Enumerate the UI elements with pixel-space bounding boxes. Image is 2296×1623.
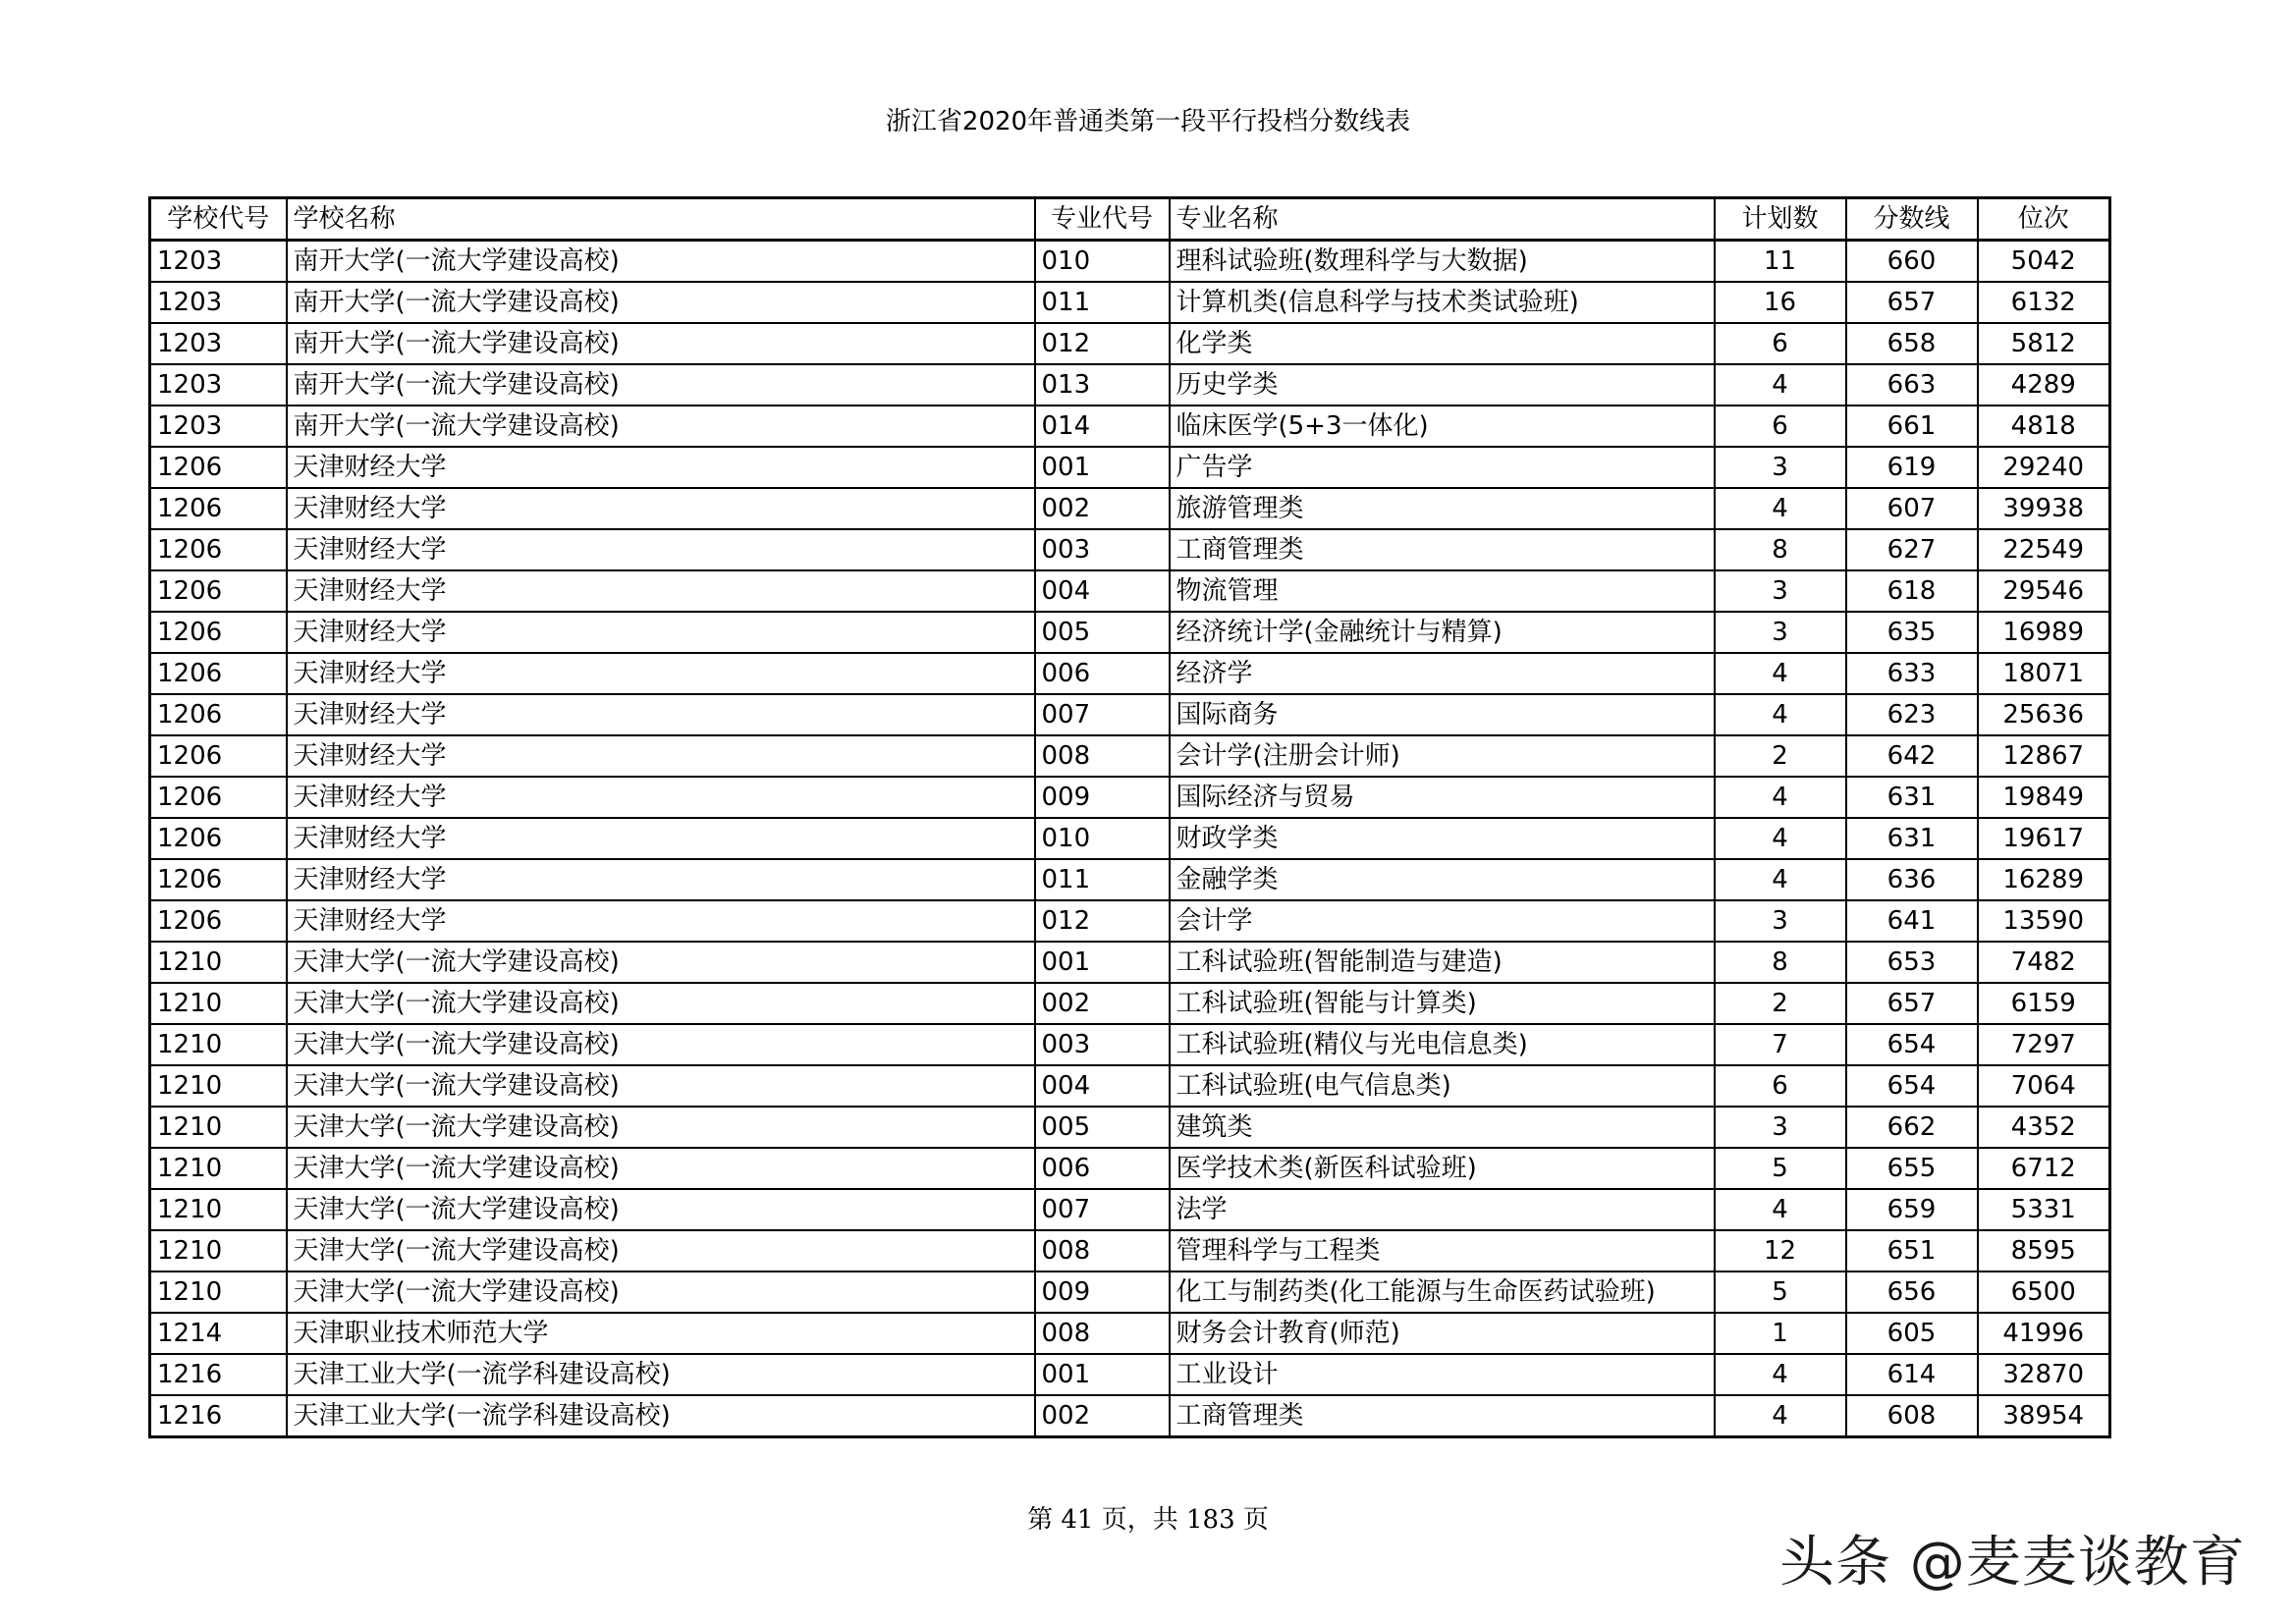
major-name-cell: 广告学 [1170, 447, 1715, 488]
school-name-cell: 天津财经大学 [287, 653, 1035, 694]
table-row [150, 777, 2110, 818]
school-name-cell: 天津财经大学 [287, 777, 1035, 818]
rank-cell: 6500 [1978, 1271, 2110, 1313]
major-name-cell: 化工与制药类(化工能源与生命医药试验班) [1170, 1271, 1715, 1313]
table-row [150, 983, 2110, 1024]
major-name-cell: 国际商务 [1170, 694, 1715, 735]
rank-cell: 39938 [1978, 488, 2110, 529]
major-name-cell: 工商管理类 [1170, 529, 1715, 570]
rank-cell: 16989 [1978, 612, 2110, 653]
rank-cell: 5812 [1978, 323, 2110, 364]
rank-cell: 4289 [1978, 364, 2110, 406]
score-line-cell: 654 [1846, 1024, 1978, 1065]
rank-cell: 7482 [1978, 942, 2110, 983]
table-row [150, 529, 2110, 570]
school-name-cell: 南开大学(一流大学建设高校) [287, 323, 1035, 364]
header-major-name: 专业名称 [1170, 198, 1715, 241]
major-code-cell: 008 [1035, 1313, 1170, 1354]
school-code-cell: 1216 [150, 1354, 287, 1395]
table-row [150, 1271, 2110, 1313]
score-line-cell: 608 [1846, 1395, 1978, 1437]
school-code-cell: 1210 [150, 1230, 287, 1271]
rank-cell: 5331 [1978, 1189, 2110, 1230]
plan-count-cell: 3 [1715, 900, 1846, 942]
school-code-cell: 1206 [150, 735, 287, 777]
plan-count-cell: 4 [1715, 653, 1846, 694]
school-name-cell: 天津财经大学 [287, 818, 1035, 859]
major-code-cell: 012 [1035, 900, 1170, 942]
major-code-cell: 003 [1035, 529, 1170, 570]
major-name-cell: 化学类 [1170, 323, 1715, 364]
table-row [150, 942, 2110, 983]
rank-cell: 6159 [1978, 983, 2110, 1024]
school-name-cell: 南开大学(一流大学建设高校) [287, 364, 1035, 406]
score-line-cell: 633 [1846, 653, 1978, 694]
plan-count-cell: 8 [1715, 942, 1846, 983]
table-row [150, 1395, 2110, 1437]
score-line-cell: 642 [1846, 735, 1978, 777]
rank-cell: 6712 [1978, 1148, 2110, 1189]
major-code-cell: 010 [1035, 241, 1170, 283]
plan-count-cell: 4 [1715, 1354, 1846, 1395]
table-row [150, 1189, 2110, 1230]
page-number: 第 41 页，共 183 页 [1027, 1505, 1269, 1535]
school-code-cell: 1206 [150, 900, 287, 942]
school-name-cell: 天津大学(一流大学建设高校) [287, 1230, 1035, 1271]
table-row [150, 1230, 2110, 1271]
school-name-cell: 天津财经大学 [287, 859, 1035, 900]
school-name-cell: 天津财经大学 [287, 447, 1035, 488]
school-name-cell: 天津财经大学 [287, 900, 1035, 942]
rank-cell: 4818 [1978, 406, 2110, 447]
score-line-cell: 651 [1846, 1230, 1978, 1271]
table-row [150, 735, 2110, 777]
school-name-cell: 天津大学(一流大学建设高校) [287, 1189, 1035, 1230]
major-name-cell: 理科试验班(数理科学与大数据) [1170, 241, 1715, 283]
table-row [150, 447, 2110, 488]
header-plan-count: 计划数 [1715, 198, 1846, 241]
school-code-cell: 1210 [150, 1271, 287, 1313]
school-code-cell: 1206 [150, 818, 287, 859]
major-name-cell: 工科试验班(电气信息类) [1170, 1065, 1715, 1107]
rank-cell: 25636 [1978, 694, 2110, 735]
header-major-code: 专业代号 [1035, 198, 1170, 241]
major-code-cell: 007 [1035, 694, 1170, 735]
score-line-cell: 656 [1846, 1271, 1978, 1313]
table-row [150, 1065, 2110, 1107]
major-name-cell: 建筑类 [1170, 1107, 1715, 1148]
rank-cell: 7064 [1978, 1065, 2110, 1107]
header-school-code: 学校代号 [150, 198, 287, 241]
score-line-cell: 661 [1846, 406, 1978, 447]
plan-count-cell: 1 [1715, 1313, 1846, 1354]
school-name-cell: 南开大学(一流大学建设高校) [287, 282, 1035, 323]
school-name-cell: 天津财经大学 [287, 529, 1035, 570]
school-name-cell: 天津财经大学 [287, 735, 1035, 777]
table-row [150, 1024, 2110, 1065]
score-line-cell: 631 [1846, 818, 1978, 859]
table-row [150, 488, 2110, 529]
header-score-line: 分数线 [1846, 198, 1978, 241]
major-name-cell: 工科试验班(智能与计算类) [1170, 983, 1715, 1024]
major-name-cell: 财政学类 [1170, 818, 1715, 859]
school-code-cell: 1216 [150, 1395, 287, 1437]
major-code-cell: 001 [1035, 942, 1170, 983]
school-code-cell: 1206 [150, 570, 287, 612]
table-row [150, 1354, 2110, 1395]
major-name-cell: 财务会计教育(师范) [1170, 1313, 1715, 1354]
score-line-cell: 605 [1846, 1313, 1978, 1354]
major-code-cell: 005 [1035, 612, 1170, 653]
major-code-cell: 014 [1035, 406, 1170, 447]
school-code-cell: 1210 [150, 1065, 287, 1107]
major-name-cell: 管理科学与工程类 [1170, 1230, 1715, 1271]
major-code-cell: 001 [1035, 447, 1170, 488]
score-line-cell: 659 [1846, 1189, 1978, 1230]
score-line-cell: 607 [1846, 488, 1978, 529]
school-name-cell: 天津大学(一流大学建设高校) [287, 983, 1035, 1024]
table-row [150, 364, 2110, 406]
school-code-cell: 1206 [150, 529, 287, 570]
school-name-cell: 天津大学(一流大学建设高校) [287, 942, 1035, 983]
rank-cell: 38954 [1978, 1395, 2110, 1437]
major-name-cell: 经济学 [1170, 653, 1715, 694]
school-code-cell: 1203 [150, 241, 287, 283]
school-name-cell: 天津财经大学 [287, 570, 1035, 612]
table-row [150, 241, 2110, 283]
school-name-cell: 天津大学(一流大学建设高校) [287, 1024, 1035, 1065]
table-row [150, 1148, 2110, 1189]
school-code-cell: 1206 [150, 653, 287, 694]
school-code-cell: 1203 [150, 364, 287, 406]
major-code-cell: 008 [1035, 1230, 1170, 1271]
admission-score-table [148, 196, 2111, 1438]
score-line-cell: 623 [1846, 694, 1978, 735]
plan-count-cell: 4 [1715, 1189, 1846, 1230]
plan-count-cell: 4 [1715, 694, 1846, 735]
school-name-cell: 天津职业技术师范大学 [287, 1313, 1035, 1354]
major-name-cell: 物流管理 [1170, 570, 1715, 612]
plan-count-cell: 4 [1715, 488, 1846, 529]
school-code-cell: 1203 [150, 323, 287, 364]
plan-count-cell: 12 [1715, 1230, 1846, 1271]
plan-count-cell: 3 [1715, 612, 1846, 653]
major-code-cell: 006 [1035, 1148, 1170, 1189]
rank-cell: 7297 [1978, 1024, 2110, 1065]
school-code-cell: 1210 [150, 942, 287, 983]
major-name-cell: 法学 [1170, 1189, 1715, 1230]
score-line-cell: 663 [1846, 364, 1978, 406]
major-name-cell: 工科试验班(精仪与光电信息类) [1170, 1024, 1715, 1065]
school-name-cell: 天津财经大学 [287, 612, 1035, 653]
major-name-cell: 工业设计 [1170, 1354, 1715, 1395]
plan-count-cell: 5 [1715, 1148, 1846, 1189]
table-row [150, 406, 2110, 447]
school-name-cell: 天津大学(一流大学建设高校) [287, 1107, 1035, 1148]
major-code-cell: 011 [1035, 859, 1170, 900]
school-code-cell: 1206 [150, 488, 287, 529]
plan-count-cell: 3 [1715, 1107, 1846, 1148]
major-code-cell: 009 [1035, 777, 1170, 818]
score-line-cell: 635 [1846, 612, 1978, 653]
score-line-cell: 619 [1846, 447, 1978, 488]
major-code-cell: 002 [1035, 488, 1170, 529]
school-code-cell: 1210 [150, 1024, 287, 1065]
score-line-cell: 653 [1846, 942, 1978, 983]
major-code-cell: 005 [1035, 1107, 1170, 1148]
plan-count-cell: 3 [1715, 447, 1846, 488]
major-code-cell: 007 [1035, 1189, 1170, 1230]
major-name-cell: 金融学类 [1170, 859, 1715, 900]
score-line-cell: 660 [1846, 241, 1978, 283]
plan-count-cell: 3 [1715, 570, 1846, 612]
score-line-cell: 636 [1846, 859, 1978, 900]
plan-count-cell: 4 [1715, 777, 1846, 818]
school-name-cell: 天津大学(一流大学建设高校) [287, 1148, 1035, 1189]
plan-count-cell: 4 [1715, 818, 1846, 859]
school-code-cell: 1206 [150, 447, 287, 488]
plan-count-cell: 4 [1715, 1395, 1846, 1437]
school-name-cell: 天津大学(一流大学建设高校) [287, 1065, 1035, 1107]
table-row [150, 612, 2110, 653]
plan-count-cell: 4 [1715, 859, 1846, 900]
score-line-cell: 627 [1846, 529, 1978, 570]
major-code-cell: 004 [1035, 570, 1170, 612]
school-code-cell: 1206 [150, 859, 287, 900]
table-row [150, 323, 2110, 364]
score-line-cell: 641 [1846, 900, 1978, 942]
score-line-cell: 654 [1846, 1065, 1978, 1107]
plan-count-cell: 8 [1715, 529, 1846, 570]
plan-count-cell: 6 [1715, 1065, 1846, 1107]
major-name-cell: 历史学类 [1170, 364, 1715, 406]
header-rank: 位次 [1978, 198, 2110, 241]
plan-count-cell: 16 [1715, 282, 1846, 323]
score-line-cell: 618 [1846, 570, 1978, 612]
school-name-cell: 南开大学(一流大学建设高校) [287, 406, 1035, 447]
rank-cell: 16289 [1978, 859, 2110, 900]
plan-count-cell: 4 [1715, 364, 1846, 406]
rank-cell: 13590 [1978, 900, 2110, 942]
rank-cell: 32870 [1978, 1354, 2110, 1395]
school-name-cell: 天津财经大学 [287, 488, 1035, 529]
school-name-cell: 天津财经大学 [287, 694, 1035, 735]
score-line-cell: 657 [1846, 282, 1978, 323]
score-line-cell: 631 [1846, 777, 1978, 818]
table-row [150, 1107, 2110, 1148]
major-name-cell: 经济统计学(金融统计与精算) [1170, 612, 1715, 653]
plan-count-cell: 2 [1715, 735, 1846, 777]
table-row [150, 694, 2110, 735]
rank-cell: 29240 [1978, 447, 2110, 488]
major-name-cell: 医学技术类(新医科试验班) [1170, 1148, 1715, 1189]
school-code-cell: 1210 [150, 983, 287, 1024]
major-code-cell: 013 [1035, 364, 1170, 406]
major-name-cell: 会计学(注册会计师) [1170, 735, 1715, 777]
school-code-cell: 1210 [150, 1148, 287, 1189]
table-row [150, 818, 2110, 859]
table-row [150, 859, 2110, 900]
major-code-cell: 006 [1035, 653, 1170, 694]
school-code-cell: 1203 [150, 282, 287, 323]
rank-cell: 8595 [1978, 1230, 2110, 1271]
table-row [150, 1313, 2110, 1354]
school-name-cell: 南开大学(一流大学建设高校) [287, 241, 1035, 283]
table-body [150, 241, 2110, 1437]
score-line-cell: 658 [1846, 323, 1978, 364]
plan-count-cell: 6 [1715, 406, 1846, 447]
rank-cell: 22549 [1978, 529, 2110, 570]
major-name-cell: 工商管理类 [1170, 1395, 1715, 1437]
rank-cell: 18071 [1978, 653, 2110, 694]
major-name-cell: 旅游管理类 [1170, 488, 1715, 529]
school-code-cell: 1214 [150, 1313, 287, 1354]
major-code-cell: 010 [1035, 818, 1170, 859]
header-school-name: 学校名称 [287, 198, 1035, 241]
school-code-cell: 1210 [150, 1189, 287, 1230]
table-row [150, 570, 2110, 612]
table-header-row [150, 198, 2110, 241]
table-row [150, 282, 2110, 323]
school-code-cell: 1210 [150, 1107, 287, 1148]
school-name-cell: 天津工业大学(一流学科建设高校) [287, 1395, 1035, 1437]
major-code-cell: 002 [1035, 1395, 1170, 1437]
rank-cell: 19849 [1978, 777, 2110, 818]
major-code-cell: 002 [1035, 983, 1170, 1024]
document-title: 浙江省2020年普通类第一段平行投档分数线表 [885, 107, 1411, 136]
major-code-cell: 009 [1035, 1271, 1170, 1313]
major-code-cell: 003 [1035, 1024, 1170, 1065]
major-name-cell: 工科试验班(智能制造与建造) [1170, 942, 1715, 983]
major-code-cell: 001 [1035, 1354, 1170, 1395]
major-name-cell: 计算机类(信息科学与技术类试验班) [1170, 282, 1715, 323]
school-code-cell: 1206 [150, 694, 287, 735]
school-name-cell: 天津工业大学(一流学科建设高校) [287, 1354, 1035, 1395]
table-row [150, 900, 2110, 942]
major-code-cell: 008 [1035, 735, 1170, 777]
score-line-cell: 657 [1846, 983, 1978, 1024]
plan-count-cell: 2 [1715, 983, 1846, 1024]
school-code-cell: 1206 [150, 612, 287, 653]
plan-count-cell: 11 [1715, 241, 1846, 283]
major-name-cell: 国际经济与贸易 [1170, 777, 1715, 818]
major-code-cell: 012 [1035, 323, 1170, 364]
major-name-cell: 会计学 [1170, 900, 1715, 942]
rank-cell: 29546 [1978, 570, 2110, 612]
score-line-cell: 662 [1846, 1107, 1978, 1148]
plan-count-cell: 7 [1715, 1024, 1846, 1065]
major-name-cell: 临床医学(5+3一体化) [1170, 406, 1715, 447]
rank-cell: 6132 [1978, 282, 2110, 323]
plan-count-cell: 5 [1715, 1271, 1846, 1313]
rank-cell: 4352 [1978, 1107, 2110, 1148]
watermark: 头条 @麦麦谈教育 [1779, 1531, 2246, 1595]
school-name-cell: 天津大学(一流大学建设高校) [287, 1271, 1035, 1313]
school-code-cell: 1203 [150, 406, 287, 447]
rank-cell: 12867 [1978, 735, 2110, 777]
score-line-cell: 655 [1846, 1148, 1978, 1189]
plan-count-cell: 6 [1715, 323, 1846, 364]
score-line-cell: 614 [1846, 1354, 1978, 1395]
major-code-cell: 004 [1035, 1065, 1170, 1107]
major-code-cell: 011 [1035, 282, 1170, 323]
table-row [150, 653, 2110, 694]
rank-cell: 41996 [1978, 1313, 2110, 1354]
school-code-cell: 1206 [150, 777, 287, 818]
rank-cell: 19617 [1978, 818, 2110, 859]
rank-cell: 5042 [1978, 241, 2110, 283]
